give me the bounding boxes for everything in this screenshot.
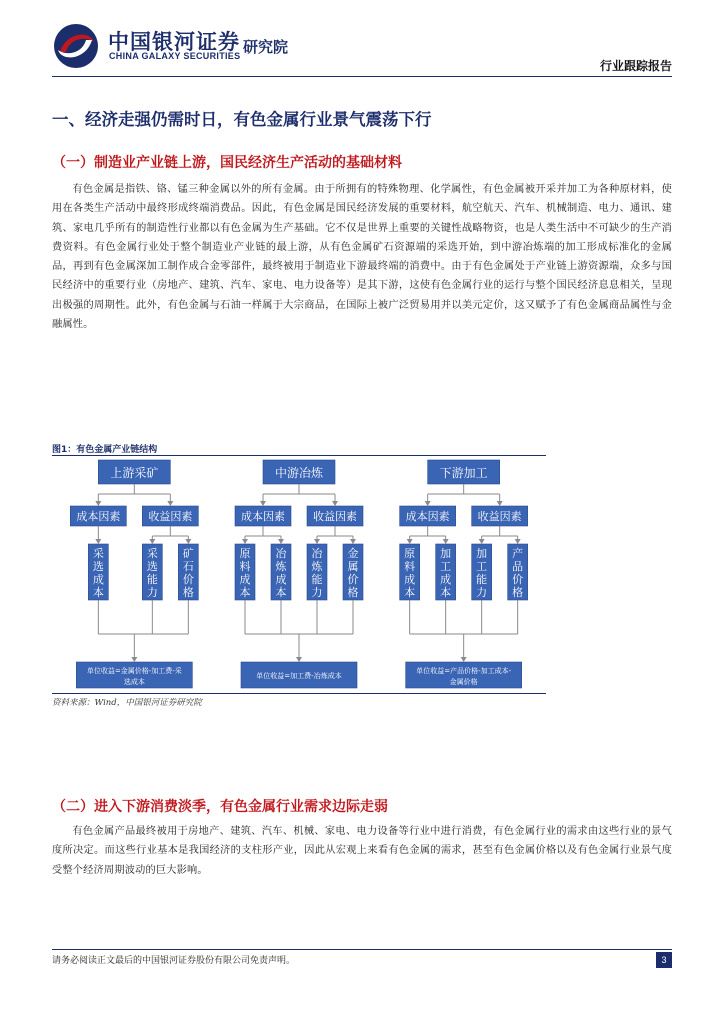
svg-text:价: 价 [347, 573, 359, 586]
svg-text:金: 金 [347, 547, 359, 560]
svg-text:加: 加 [440, 547, 452, 560]
svg-text:产: 产 [512, 547, 524, 560]
svg-text:成: 成 [275, 573, 287, 586]
logo-chinese-name: 中国银河证券 [108, 30, 240, 54]
arrow-head-icon [461, 657, 467, 662]
revenue-item-label [147, 547, 158, 599]
svg-text:选: 选 [92, 560, 104, 573]
svg-text:成: 成 [92, 573, 104, 586]
footer-disclaimer: 请务必阅读正文最后的中国银河证券股份有限公司免责声明。 [52, 956, 296, 966]
formula-label: 单位收益=产品价格-加工成本- [416, 667, 512, 675]
section-title: 一、经济走强仍需时日，有色金属行业景气震荡下行 [52, 110, 432, 129]
cost-item-label [404, 547, 415, 599]
formula-label-cont: 金属价格 [449, 678, 478, 686]
svg-text:本: 本 [92, 586, 104, 599]
arrow-head-icon [185, 539, 191, 544]
svg-text:冶: 冶 [311, 547, 323, 560]
footer-divider [52, 949, 672, 950]
arrow-head-icon [167, 501, 173, 506]
cost-item-label [440, 546, 451, 599]
header-divider [52, 76, 672, 77]
svg-text:格: 格 [347, 586, 359, 599]
revenue-item-label [512, 546, 523, 599]
arrow-head-icon [515, 539, 521, 544]
revenue-item-label [183, 546, 194, 599]
formula-label: 单位收益=加工费-冶炼成本 [256, 672, 342, 680]
cost-factor-label: 成本因素 [241, 510, 285, 523]
cost-item-label [276, 547, 288, 599]
arrow-head-icon [443, 539, 449, 544]
cost-factor-label: 成本因素 [405, 510, 450, 523]
arrow-head-icon [314, 539, 320, 544]
arrow-head-icon [497, 501, 503, 506]
revenue-factor-label: 收益因素 [148, 510, 193, 523]
svg-text:料: 料 [239, 560, 251, 573]
arrow-head-icon [95, 539, 101, 544]
revenue-item-label [348, 546, 359, 599]
revenue-factor-label: 收益因素 [477, 510, 522, 523]
arrow-head-icon [332, 501, 338, 506]
svg-text:炼: 炼 [311, 560, 323, 573]
svg-text:石: 石 [182, 560, 194, 573]
svg-text:采: 采 [92, 547, 104, 560]
arrow-head-icon [350, 539, 356, 544]
arrow-head-icon [242, 539, 248, 544]
svg-text:属: 属 [347, 560, 359, 573]
institute-name: 研究院 [243, 38, 289, 56]
svg-text:炼: 炼 [275, 560, 287, 573]
svg-text:料: 料 [404, 560, 416, 573]
subsection-title-2: （二）进入下游消费淡季，有色金属行业需求边际走弱 [52, 799, 388, 815]
cost-factor-label: 成本因素 [76, 510, 121, 523]
svg-text:格: 格 [512, 586, 524, 599]
arrow-head-icon [278, 539, 284, 544]
svg-text:成: 成 [239, 573, 251, 586]
galaxy-logo-icon [52, 22, 100, 70]
svg-text:本: 本 [404, 586, 416, 599]
svg-text:本: 本 [275, 586, 287, 599]
svg-text:工: 工 [440, 560, 452, 573]
svg-text:格: 格 [182, 586, 194, 599]
figure-bottom-rule [52, 693, 546, 694]
arrow-head-icon [95, 501, 101, 506]
figure-source: 资料来源：Wind，中国银河证券研究院 [52, 698, 202, 708]
paragraph-1-text: 有色金属是指铁、铬、锰三种金属以外的所有金属。由于所拥有的特殊物理、化学属性，有色金属被开采并加工为各种原材料，使用在各类生产活动中最终形成终端消费品。因此，有色金属是国民经济发展的重要材料，航空航天、汽车、机械制造、电力、通讯、建筑、家电几乎所有的制造性行业都以有色金属为生产基础。它不仅是世界上重要的关键性战略物资，也是人类生活中不可缺少的生产消费资料。有色金属行业处于整个制造业产业链的最上游，从有色金属矿石资源端的采选开始，到中游冶炼端的加工形成标准化的金属品，再到有色金属深加工制作成合金零部件，最终被用于制造业下游最终端的消费中。由于有色金属处于产业链上游资源端，众多与国民经济中的重要行业（房地产、建筑、汽车、家电、电力设备等）是其下游，这使有色金属行业的运行与整个国民经济息息相关，呈现出极强的周期性。此外，有色金属与石油一样属于大宗商品，在国际上被广泛贸易用并以美元定价，这又赋予了有色金属商品属性与金融属性。 [52, 184, 672, 331]
svg-text:价: 价 [512, 573, 524, 586]
stage-head-label: 下游加工 [439, 466, 488, 480]
svg-text:力: 力 [311, 586, 323, 599]
arrow-head-icon [296, 657, 302, 662]
svg-text:原: 原 [404, 547, 416, 560]
svg-text:能: 能 [476, 573, 488, 586]
svg-text:品: 品 [512, 560, 524, 573]
arrow-head-icon [149, 539, 155, 544]
svg-text:本: 本 [239, 586, 251, 599]
revenue-item-label [476, 546, 487, 599]
report-type: 行业跟踪报告 [599, 59, 672, 73]
paragraph-1 [52, 180, 672, 334]
svg-text:能: 能 [146, 573, 158, 586]
svg-text:本: 本 [440, 586, 452, 599]
arrow-head-icon [260, 501, 266, 506]
paragraph-2-text: 有色金属产品最终被用于房地产、建筑、汽车、机械、家电、电力设备等行业中进行消费，有色金属行业的需求由这些行业的景气度所决定。而这些行业基本是我国经济的支柱形产业，因此从宏观上来看有色金属的需求，甚至有色金属价格以及有色金属行业景气度受整个经济周期波动的巨大影响。 [52, 826, 672, 876]
svg-text:成: 成 [404, 573, 416, 586]
cost-item-label [93, 547, 104, 599]
svg-text:加: 加 [476, 547, 488, 560]
arrow-head-icon [407, 539, 413, 544]
formula-label: 单位收益=金属价格-加工费-采 [86, 667, 182, 675]
svg-text:工: 工 [476, 560, 488, 573]
page-header [0, 0, 724, 80]
svg-text:价: 价 [182, 573, 194, 586]
stage-head-label: 中游冶炼 [274, 466, 324, 480]
svg-text:冶: 冶 [275, 547, 287, 560]
stage-head-label: 上游采矿 [110, 466, 159, 480]
arrow-head-icon [131, 657, 137, 662]
arrow-head-icon [425, 501, 431, 506]
revenue-factor-label: 收益因素 [313, 510, 357, 523]
svg-text:成: 成 [440, 573, 452, 586]
svg-text:力: 力 [476, 586, 488, 599]
svg-text:矿: 矿 [182, 547, 194, 560]
revenue-item-label [312, 547, 324, 599]
cost-item-label [240, 547, 251, 599]
svg-text:力: 力 [146, 586, 158, 599]
svg-text:选: 选 [146, 560, 158, 573]
logo-english-name: CHINA GALAXY SECURITIES [109, 51, 241, 61]
page-number: 3 [656, 952, 672, 968]
svg-text:原: 原 [239, 547, 251, 560]
paragraph-2 [52, 822, 672, 880]
svg-text:能: 能 [311, 573, 323, 586]
subsection-title-1: （一）制造业产业链上游，国民经济生产活动的基础材料 [52, 155, 402, 171]
arrow-head-icon [479, 539, 485, 544]
figure-title: 图1：有色金属产业链结构 [52, 445, 158, 455]
industry-chain-diagram [52, 456, 546, 692]
svg-text:采: 采 [146, 547, 158, 560]
formula-label-cont: 选成本 [123, 678, 145, 686]
